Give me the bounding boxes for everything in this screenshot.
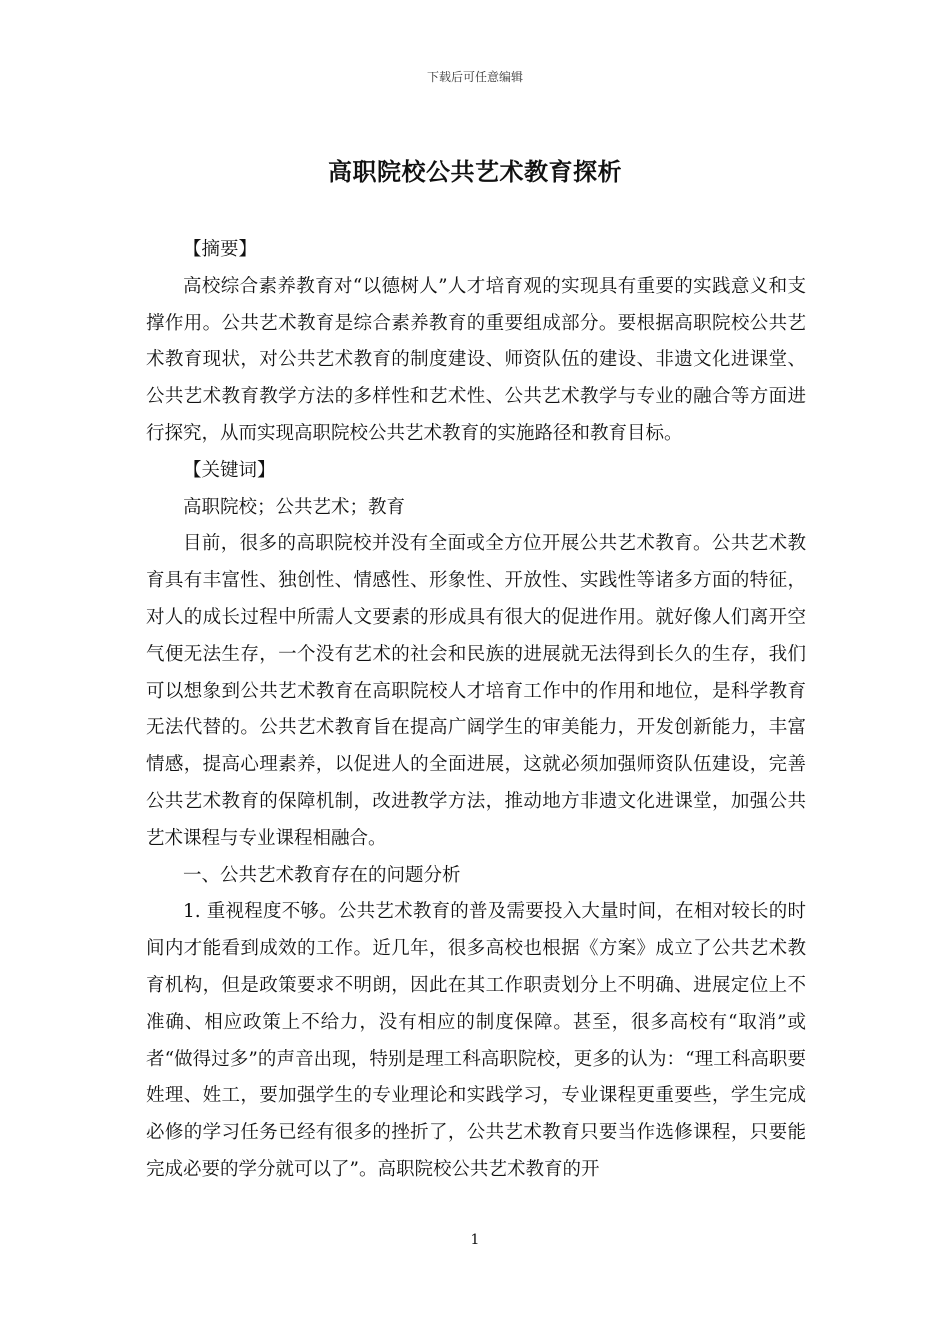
document-title: 高职院校公共艺术教育探析 bbox=[328, 157, 622, 186]
abstract-heading: 【摘要】 bbox=[183, 239, 258, 260]
keywords-heading: 【关键词】 bbox=[183, 459, 276, 481]
section-paragraph: 1. 重视程度不够。公共艺术教育的普及需要投入大量时间，在相对较长的时间内才能看到成效的工作。近几年，很多高校也根据《方案》成立了公共艺术教育机构，但是政策要求不明朗，因此在其工作职责划分上不明确、进展定位上不准确、相应政策上不给力，没有相应的制度保障。甚至，很多高校有“取消”或者“做得过多”的声音出现，特别是理工科高职院校，更多的认为：“理工科高职要姓理、姓工，要加强学生的专业理论和实践学习，专业课程更重要些，学生完成必修的学习任务已经有很多的挫折了，公共艺术教育只要当作选修课程，只要能完成必要的学分就可以了”。高职院校公共艺术教育的开 bbox=[146, 901, 806, 1180]
section-heading: 一、公共艺术教育存在的问题分析 bbox=[183, 864, 461, 886]
intro-paragraph: 目前，很多的高职院校并没有全面或全方位开展公共艺术教育。公共艺术教育具有丰富性、独创性、情感性、形象性、开放性、实践性等诸多方面的特征，对人的成长过程中所需人文要素的形成具有很大的促进作用。就好像人们离开空气便无法生存，一个没有艺术的社会和民族的进展就无法得到长久的生存，我们可以想象到公共艺术教育在高职院校人才培育工作中的作用和地位，是科学教育无法代替的。公共艺术教育旨在提高广阔学生的审美能力，开发创新能力，丰富情感，提高心理素养，以促进人的全面进展，这就必须加强师资队伍建设，完善公共艺术教育的保障机制，改进教学方法，推动地方非遗文化进课堂，加强公共艺术课程与专业课程相融合。 bbox=[146, 533, 806, 849]
keywords-paragraph: 高职院校；公共艺术；教育 bbox=[183, 496, 406, 518]
header-note: 下载后可任意编辑 bbox=[426, 70, 523, 84]
abstract-paragraph: 高校综合素养教育对“以德树人”人才培育观的实现具有重要的实践意义和支撑作用。公共艺术教育是综合素养教育的重要组成部分。要根据高职院校公共艺术教育现状，对公共艺术教育的制度建设、师资队伍的建设、非遗文化进课堂、公共艺术教育教学方法的多样性和艺术性、公共艺术教学与专业的融合等方面进行探究，从而实现高职院校公共艺术教育的实施路径和教育目标。 bbox=[146, 275, 806, 444]
page-number: 1 bbox=[470, 1232, 480, 1248]
document-body bbox=[146, 232, 806, 1189]
